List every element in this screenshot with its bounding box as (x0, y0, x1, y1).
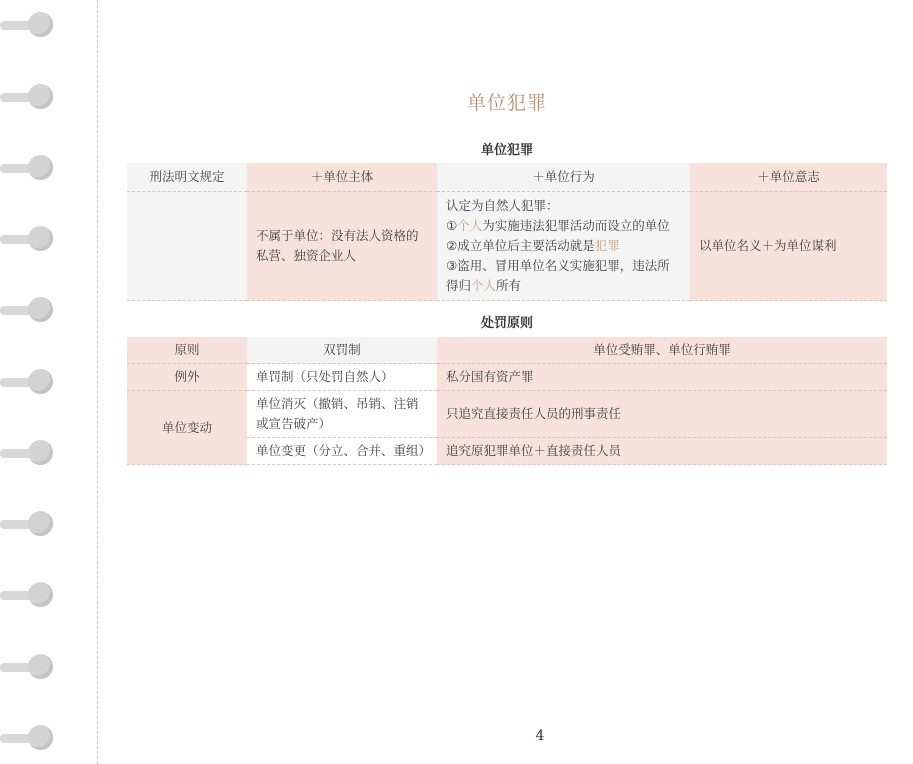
behavior-item-3 (446, 256, 681, 296)
binder-ring-icon (0, 226, 56, 252)
row-mid: 单位消灭（撤销、吊销、注销或宣告破产） (247, 391, 437, 438)
page-title: 单位犯罪 (466, 92, 547, 114)
header-cell-will: ＋单位意志 (690, 163, 887, 192)
row-label: 例外 (127, 364, 247, 391)
item-text: ②成立单位后主要活动就是 (446, 238, 595, 253)
item-text: 所有 (496, 278, 522, 293)
binder-ring-icon (0, 440, 56, 466)
behavior-intro: 认定为自然人犯罪： (446, 198, 559, 213)
row-right: 追究原犯罪单位＋直接责任人员 (437, 438, 887, 465)
unit-crime-table (127, 163, 887, 301)
will-cell: 以单位名义＋为单位谋利 (690, 192, 887, 301)
highlight-text: 个人 (471, 278, 497, 293)
punishment-table (127, 337, 887, 465)
binder-ring-icon (0, 725, 56, 751)
row-label: 原则 (127, 337, 247, 364)
header-cell-subject: ＋单位主体 (247, 163, 437, 192)
row-mid: 双罚制 (247, 337, 437, 364)
table-row (127, 192, 887, 301)
header-cell-law: 刑法明文规定 (127, 163, 247, 192)
header-cell-behavior: ＋单位行为 (437, 163, 690, 192)
highlight-text: 个人 (457, 218, 483, 233)
binder-ring-icon (0, 582, 56, 608)
subject-cell: 不属于单位：没有法人资格的私营、独资企业人 (247, 192, 437, 301)
table-row (127, 337, 887, 364)
binder-ring-icon (0, 84, 56, 110)
row-label: 单位变动 (127, 391, 247, 465)
row-right: 只追究直接责任人员的刑事责任 (437, 391, 887, 438)
item-number: ① (446, 218, 458, 233)
item-text: ③盗用、冒用单位名义实施犯罪，违法所得归 (446, 258, 670, 293)
row-mid: 单罚制（只处罚自然人） (247, 364, 437, 391)
behavior-item-1 (446, 216, 681, 236)
table-row (127, 391, 887, 438)
row-mid: 单位变更（分立、合并、重组） (247, 438, 437, 465)
section-title-unit-crime: 单位犯罪 (480, 143, 533, 158)
binder-ring-icon (0, 511, 56, 537)
margin-divider (97, 0, 98, 764)
behavior-cell (437, 192, 690, 301)
table-row (127, 364, 887, 391)
binder-ring-icon (0, 369, 56, 395)
empty-cell (127, 192, 247, 301)
binder-ring-icon (0, 155, 56, 181)
binder-rings (0, 0, 100, 764)
item-text: 为实施违法犯罪活动而设立的单位 (482, 218, 670, 233)
table-header-row (127, 163, 887, 192)
page-number: 4 (535, 728, 545, 744)
binder-ring-icon (0, 297, 56, 323)
behavior-item-2 (446, 236, 681, 256)
row-right: 单位受贿罪、单位行贿罪 (437, 337, 887, 364)
row-right: 私分国有资产罪 (437, 364, 887, 391)
binder-ring-icon (0, 12, 56, 38)
highlight-text: 犯罪 (594, 238, 620, 253)
binder-ring-icon (0, 654, 56, 680)
section-title-punishment: 处罚原则 (480, 316, 533, 331)
